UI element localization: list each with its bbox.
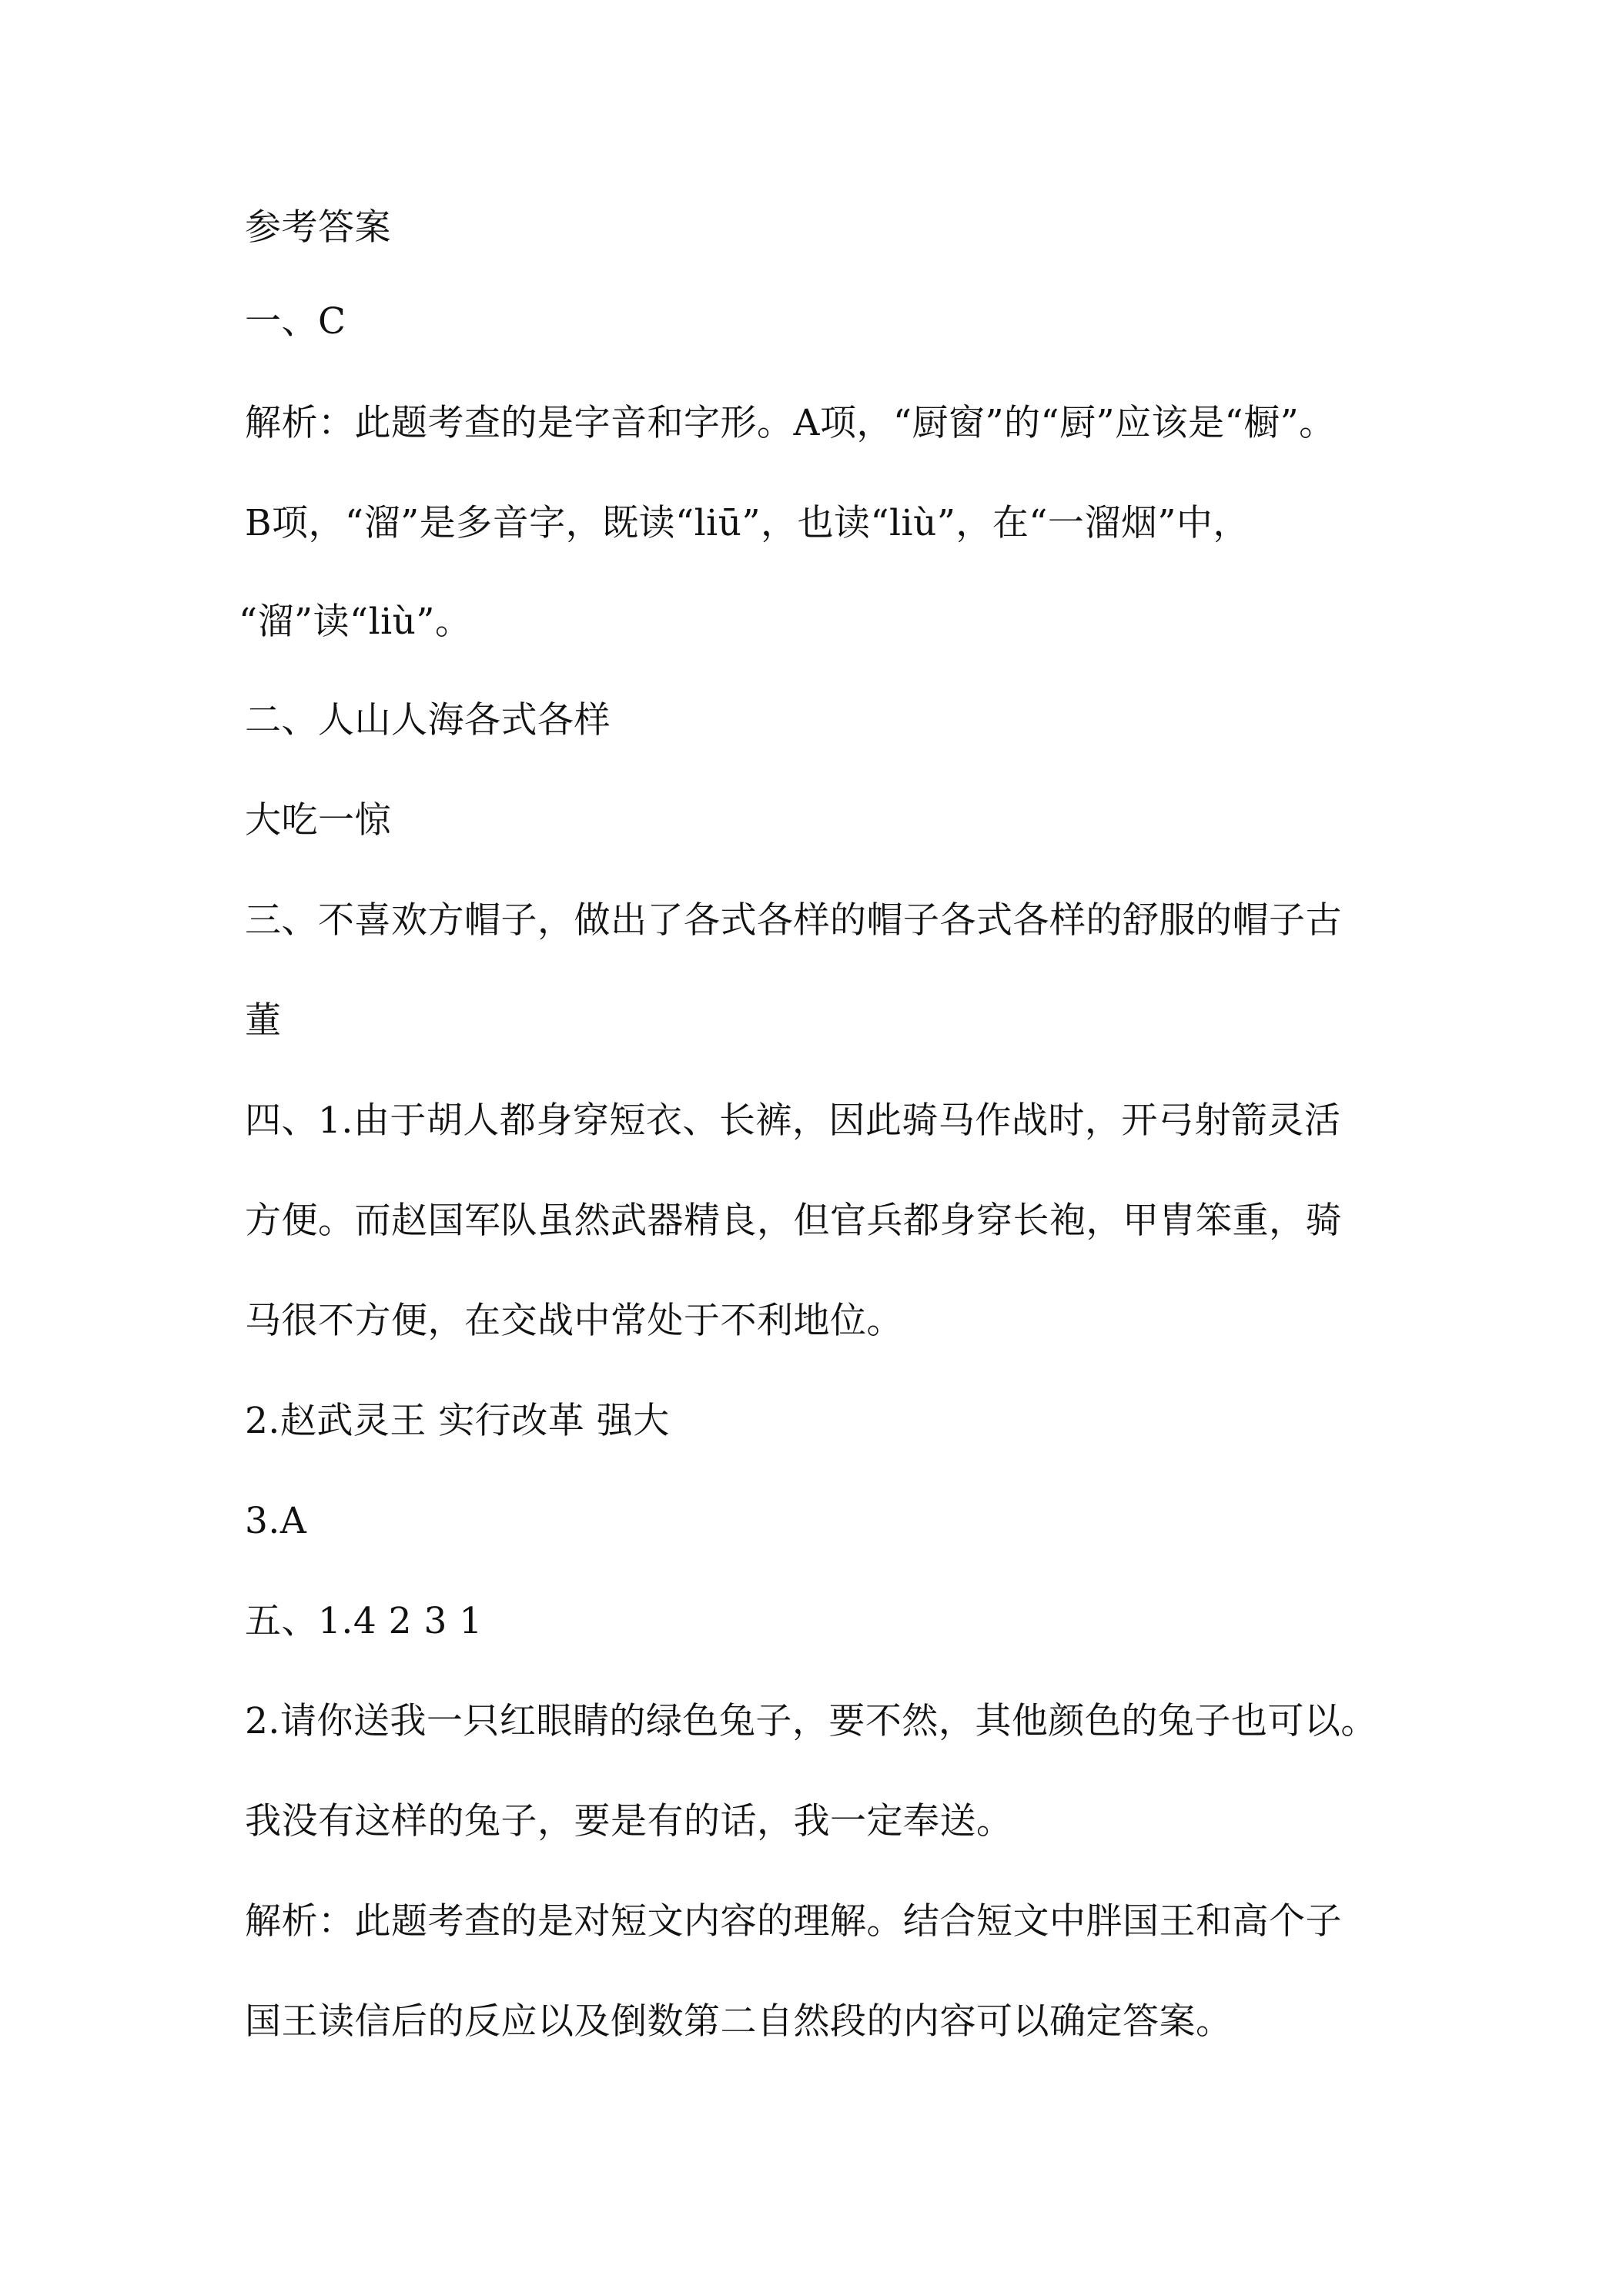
answer-line: 一、C — [245, 300, 346, 343]
answer-line: 二、人山人海各式各样 — [245, 699, 611, 741]
answer-line: 2.赵武灵王 实行改革 强大 — [245, 1400, 670, 1442]
answer-line: 三、不喜欢方帽子，做出了各式各样的帽子各式各样的舒服的帽子古 — [245, 899, 1342, 942]
answer-line: 马很不方便，在交战中常处于不利地位。 — [245, 1300, 903, 1342]
answer-line: 我没有这样的兔子，要是有的话，我一定奉送。 — [245, 1800, 1013, 1842]
answer-line: 2.请你送我一只红眼睛的绿色兔子，要不然，其他颜色的兔子也可以。 — [245, 1700, 1377, 1742]
answer-line: “溜”读“liù”。 — [239, 601, 472, 643]
answer-line: 方便。而赵国军队虽然武器精良，但官兵都身穿长袍，甲胄笨重，骑 — [245, 1200, 1342, 1242]
answer-line: 大吃一惊 — [245, 799, 391, 842]
answer-line: 四、1.由于胡人都身穿短衣、长裤，因此骑马作战时，开弓射箭灵活 — [245, 1099, 1341, 1142]
answer-heading: 参考答案 — [245, 206, 391, 249]
answer-line: 3.A — [245, 1500, 307, 1542]
answer-line: B项，“溜”是多音字，既读“liū”，也读“liù”，在“一溜烟”中， — [245, 502, 1250, 544]
answer-line: 董 — [245, 999, 282, 1042]
answer-line: 五、1.4 2 3 1 — [245, 1600, 483, 1642]
answer-line: 解析：此题考查的是对短文内容的理解。结合短文中胖国王和高个子 — [245, 1900, 1342, 1943]
answer-line: 国王读信后的反应以及倒数第二自然段的内容可以确定答案。 — [245, 2000, 1233, 2043]
answer-line: 解析：此题考查的是字音和字形。A项，“厨窗”的“厨”应该是“橱”。 — [245, 402, 1336, 444]
